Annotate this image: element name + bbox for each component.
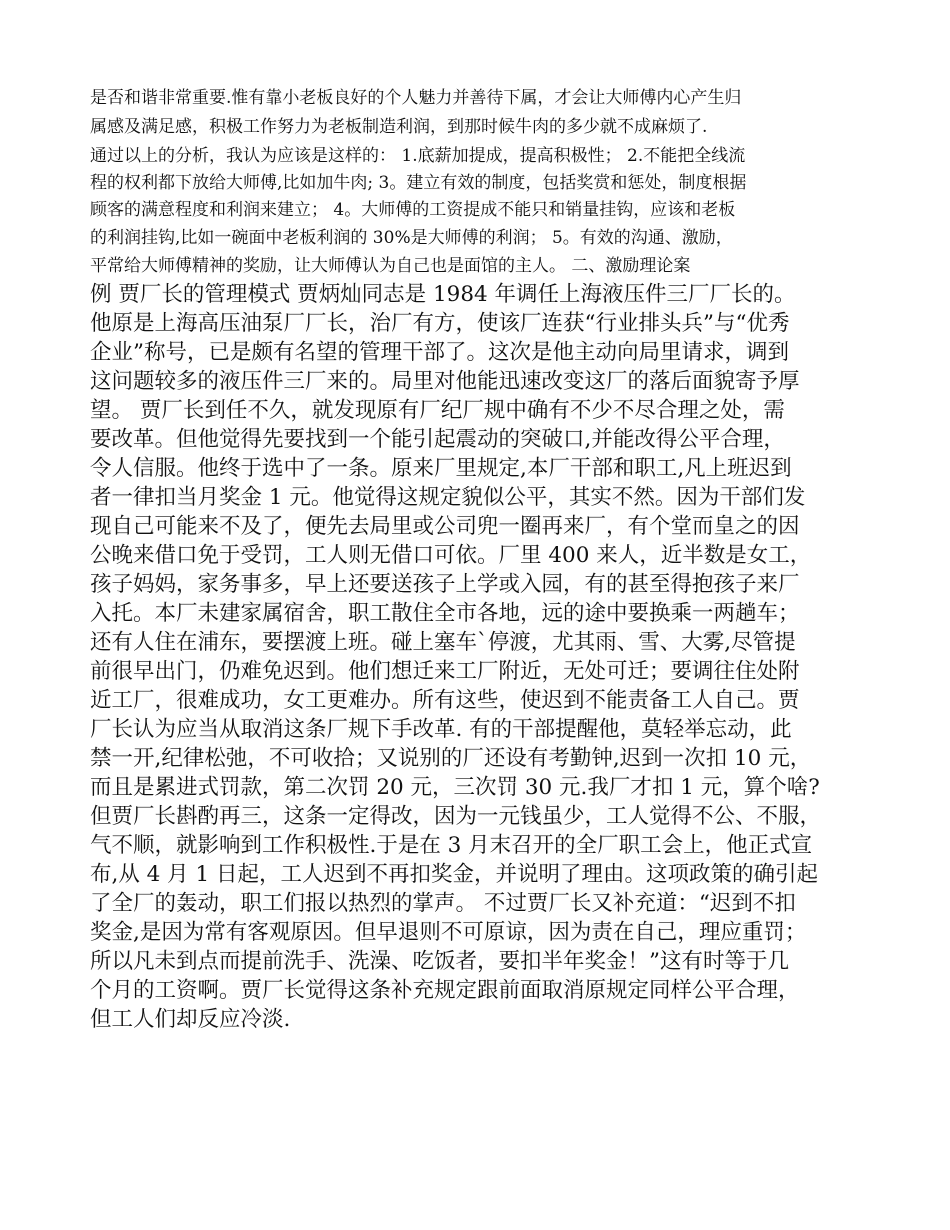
text-line: 所以凡未到点而提前洗手、洗澡、吃饭者，要扣半年奖金！”这有时等于几 — [90, 949, 789, 974]
text-line: 要改革。但他觉得先要找到一个能引起震动的突破口,并能改得公平合理， — [90, 427, 785, 452]
text-line: 通过以上的分析，我认为应该是这样的： 1.底薪加提成，提高积极性； 2.不能把全线流 — [90, 146, 746, 166]
text-line: 而且是累进式罚款，第二次罚 20 元，三次罚 30 元.我厂才扣 1 元，算个啥? — [90, 775, 820, 800]
text-line: 奖金,是因为常有客观原因。但早退则不可原谅，因为责在自己，理应重罚； — [90, 920, 807, 945]
text-line: 前很早出门，仍难免迟到。他们想迁来工厂附近，无处可迁；要调往住处附 — [90, 659, 800, 684]
text-line: 现自己可能来不及了，便先去局里或公司兜一圈再来厂，有个堂而皇之的因 — [90, 514, 800, 539]
text-line: 公晚来借口免于受罚，工人则无借口可依。厂里 400 来人，近半数是女工， — [90, 543, 812, 568]
text-line: 例 贾厂长的管理模式 贾炳灿同志是 1984 年调任上海液压件三厂厂长的。 — [90, 282, 796, 307]
text-line: 属感及满足感，积极工作努力为老板制造利润，到那时候牛肉的多少就不成麻烦了. — [90, 117, 708, 137]
text-line: 企业”称号，已是颇有名望的管理干部了。这次是他主动向局里请求，调到 — [90, 340, 789, 365]
text-line: 孩子妈妈，家务事多，早上还要送孩子上学或入园，有的甚至得抱孩子来厂 — [90, 572, 800, 597]
text-line: 者一律扣当月奖金 1 元。他觉得这规定貌似公平，其实不然。因为干部们发 — [90, 485, 806, 510]
text-line: 禁一开,纪律松弛，不可收拾；又说别的厂还设有考勤钟,迟到一次扣 10 元， — [90, 746, 812, 771]
text-line: 布,从 4 月 1 日起，工人迟到不再扣奖金，并说明了理由。这项政策的确引起 — [90, 862, 819, 887]
text-line: 的利润挂钩,比如一碗面中老板利润的 30%是大师傅的利润； 5。有效的沟通、激励， — [90, 228, 733, 248]
text-line: 厂长认为应当从取消这条厂规下手改革. 有的干部提醒他，莫轻举忘动，此 — [90, 717, 792, 742]
text-line: 这问题较多的液压件三厂来的。局里对他能迅速改变这厂的落后面貌寄予厚 — [90, 369, 800, 394]
text-line: 望。 贾厂长到任不久，就发现原有厂纪厂规中确有不少不尽合理之处，需 — [90, 398, 785, 423]
text-line: 还有人住在浦东，要摆渡上班。碰上塞车`停渡，尤其雨、雪、大雾,尽管提 — [90, 630, 796, 655]
text-line: 气不顺，就影响到工作积极性.于是在 3 月末召开的全厂职工会上，他正式宣 — [90, 833, 813, 858]
text-line: 令人信服。他终于选中了一条。原来厂里规定,本厂干部和职工,凡上班迟到 — [90, 456, 792, 481]
text-line: 近工厂，很难成功，女工更难办。所有这些，使迟到不能责备工人自己。贾 — [90, 688, 800, 713]
text-line: 平常给大师傅精神的奖励，让大师傅认为自己也是面馆的主人。 二、激励理论案 — [90, 256, 691, 276]
text-line: 程的权利都下放给大师傅,比如加牛肉; 3。建立有效的制度，包括奖赏和惩处，制度根据 — [90, 173, 747, 193]
text-line: 顾客的满意程度和利润来建立； 4。大师傅的工资提成不能只和销量挂钩，应该和老板 — [90, 200, 736, 220]
text-line: 入托。本厂未建家属宿舍，职工散住全市各地，远的途中要换乘一两趟车； — [90, 601, 800, 626]
text-line: 但贾厂长斟酌再三，这条一定得改，因为一元钱虽少，工人觉得不公、不服， — [90, 804, 822, 829]
text-line: 但工人们却反应冷淡. — [90, 1007, 291, 1032]
text-line: 他原是上海高压油泵厂厂长，治厂有方，使该厂连获“行业排头兵”与“优秀 — [90, 311, 790, 336]
text-line: 个月的工资啊。贾厂长觉得这条补充规定跟前面取消原规定同样公平合理， — [90, 978, 800, 1003]
text-line: 了全厂的轰动，职工们报以热烈的掌声。 不过贾厂长又补充道：“迟到不扣 — [90, 891, 796, 916]
text-line: 是否和谐非常重要.惟有靠小老板良好的个人魅力并善待下属，才会让大师傅内心产生归 — [90, 88, 742, 108]
